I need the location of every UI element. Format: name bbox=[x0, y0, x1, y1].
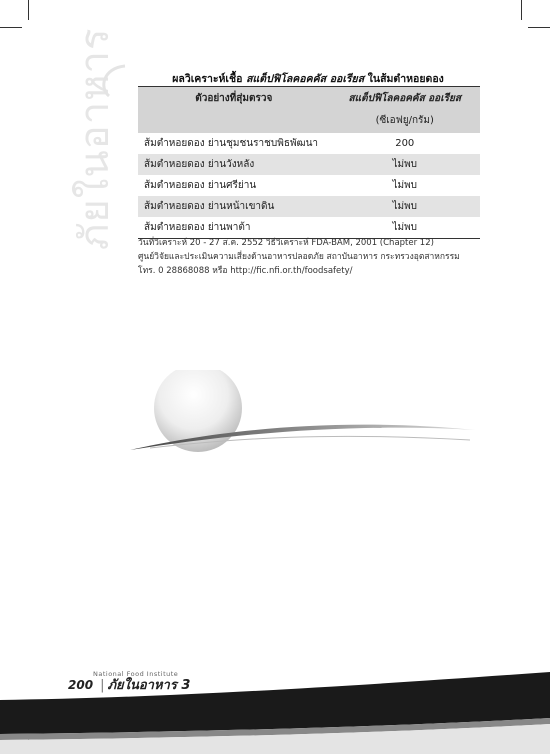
crop-mark bbox=[28, 0, 29, 20]
sample-cell: ส้มตำหอยดอง ย่านพาต้า bbox=[138, 217, 330, 239]
side-title-swirl bbox=[95, 62, 135, 102]
note-analysis-date: วันที่วิเคราะห์ 20 - 27 ส.ค. 2552 วิธีวิเคราะห์ FDA-BAM, 2001 (Chapter 12) bbox=[138, 238, 434, 248]
footer-separator: | bbox=[100, 678, 105, 693]
header-unit: (ซีเอฟยู/กรัม) bbox=[330, 110, 480, 133]
page-number: 200 bbox=[68, 678, 94, 692]
table-title bbox=[138, 70, 478, 87]
crop-mark bbox=[528, 27, 550, 28]
book-title: ภัยในอาหาร 3 bbox=[107, 678, 191, 693]
footer-running-head bbox=[68, 674, 190, 695]
table-row bbox=[138, 133, 480, 154]
crop-mark bbox=[0, 27, 22, 28]
table-title-prefix: ผลวิเคราะห์เชื้อ bbox=[172, 73, 243, 85]
header-sample: ตัวอย่างที่สุ่มตรวจ bbox=[138, 87, 330, 134]
result-cell: 200 bbox=[330, 133, 480, 154]
table-row bbox=[138, 154, 480, 175]
source-notes bbox=[138, 236, 488, 278]
result-cell: ไม่พบ bbox=[330, 217, 480, 239]
note-source: ศูนย์วิจัยและประเมินความเสี่ยงด้านอาหารปลอดภัย สถาบันอาหาร กระทรวงอุตสาหกรรม bbox=[138, 252, 460, 262]
table-row bbox=[138, 175, 480, 196]
sample-cell: ส้มตำหอยดอง ย่านวังหลัง bbox=[138, 154, 330, 175]
table-row bbox=[138, 196, 480, 217]
note-contact: โทร. 0 28868088 หรือ http://fic.nfi.or.th/foodsafety/ bbox=[138, 266, 353, 276]
results-table bbox=[138, 86, 480, 239]
table-title-suffix: ในส้มตำหอยดอง bbox=[367, 73, 444, 85]
result-cell: ไม่พบ bbox=[330, 196, 480, 217]
sample-cell: ส้มตำหอยดอง ย่านชุมชนราชบพิธพัฒนา bbox=[138, 133, 330, 154]
decorative-sphere-swoosh bbox=[0, 370, 550, 490]
sample-cell: ส้มตำหอยดอง ย่านศรีย่าน bbox=[138, 175, 330, 196]
header-result: สแต็ปฟิโลคอคคัส ออเรียส bbox=[330, 87, 480, 111]
result-cell: ไม่พบ bbox=[330, 175, 480, 196]
table-title-organism: สแต็ปฟิโลคอคคัส ออเรียส bbox=[246, 73, 365, 85]
sample-cell: ส้มตำหอยดอง ย่านหน้าเขาดิน bbox=[138, 196, 330, 217]
result-cell: ไม่พบ bbox=[330, 154, 480, 175]
section-side-title: ภัยในอาหาร bbox=[72, 27, 118, 250]
footer-institute: National Food Institute bbox=[93, 670, 179, 678]
crop-mark bbox=[521, 0, 522, 20]
